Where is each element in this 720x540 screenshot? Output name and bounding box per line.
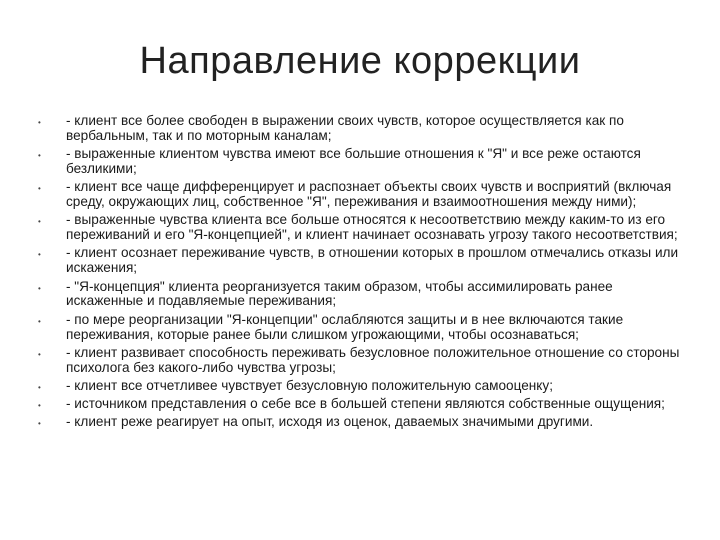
bullet-item [38,313,688,343]
bullet-text: - клиент все чаще дифференцирует и распознает объекты своих чувств и восприятий (включая среду, окружающих лиц, собственное "Я", переживания и взаимоотношения между ними); [66,179,672,210]
bullet-text: - клиент реже реагирует на опыт, исходя из оценок, даваемых значимыми другими. [66,414,594,430]
bullet-dot-icon: • [38,419,41,429]
bullet-dot-icon: • [38,349,41,359]
bullet-dot-icon: • [38,184,41,194]
bullet-dot-icon: • [38,250,41,260]
bullet-text: - клиент все отчетливее чувствует безусловную положительную самооценку; [66,377,553,393]
bullet-dot-icon: • [38,283,41,293]
bullet-item [38,379,688,394]
bullet-text: - клиент осознает переживание чувств, в отношении которых в прошлом отмечались отказы или искажения; [66,245,679,276]
bullet-dot-icon: • [38,316,41,326]
bullet-text: - клиент развивает способность переживать безусловное положительное отношение со стороны психолога без какого-либо чувства угрозы; [66,344,680,375]
bullet-text: - источником представления о себе все в большей степени являются собственные ощущения; [66,396,665,412]
bullet-item [38,147,688,177]
bullet-dot-icon: • [38,118,41,127]
bullet-dot-icon: • [38,217,41,227]
bullet-text: - по мере реорганизации "Я-концепции" ослабляются защиты и в нее включаются такие переживания, которые ранее были слишком угрожающими, чтобы осознаваться; [66,311,624,342]
bullet-item [38,346,688,376]
bullet-dot-icon: • [38,382,41,392]
bullet-item [38,114,688,144]
bullet-text: - выраженные чувства клиента все больше относятся к несоответствию между каким-то из его переживаний и его "Я-концепцией", и клиент начинает осознавать угрозу такого несоответствия; [66,212,678,243]
bullet-list [38,114,688,433]
bullet-dot-icon: • [38,401,41,411]
bullet-text: - клиент все более свободен в выражении своих чувств, которое осуществляется как по вербальным, так и по моторным каналам; [66,113,624,143]
bullet-item [38,180,688,210]
bullet-item [38,213,688,243]
slide-title: Направление коррекции [139,40,581,82]
bullet-item [38,246,688,276]
bullet-dot-icon: • [38,151,41,161]
bullet-text: - "Я-концепция" клиента реорганизуется таким образом, чтобы ассимилировать ранее искаженные и подавляемые переживания; [66,278,613,309]
bullet-item [38,415,688,430]
bullet-text: - выраженные клиентом чувства имеют все большие отношения к "Я" и все реже остаются безликими; [66,146,641,177]
bullet-item [38,397,688,412]
bullet-item [38,280,688,310]
